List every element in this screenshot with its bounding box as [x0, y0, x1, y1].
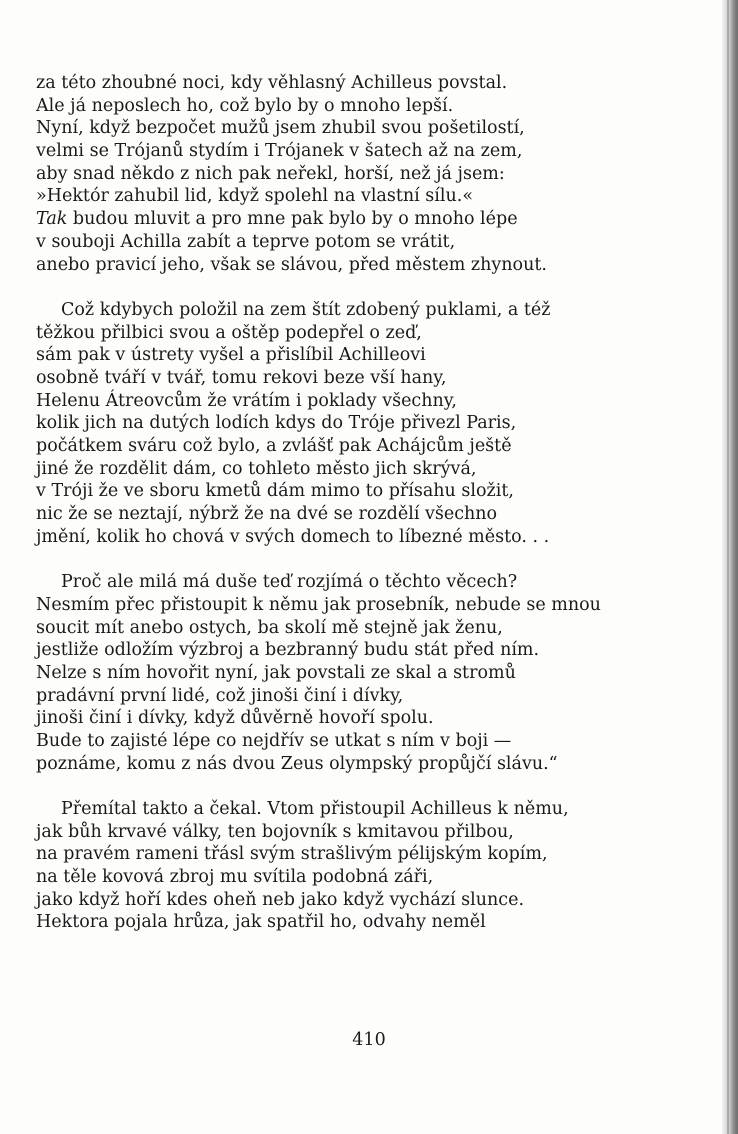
- text-line: jak bůh krvavé války, ten bojovník s kmitavou přilbou,: [36, 821, 514, 842]
- text-line: Ale já neposlech ho, což bylo by o mnoho lepší.: [36, 95, 454, 116]
- poem-text: [36, 72, 696, 957]
- text-line: počátkem sváru což bylo, a zvlášť pak Achájcům ještě: [36, 436, 512, 456]
- text-line: Hektora pojala hrůza, jak spatřil ho, odvahy neměl: [36, 912, 486, 933]
- text-line: nic že se neztají, nýbrž že na dvé se rozdělí všechno: [36, 504, 498, 525]
- text-line: za této zhoubné noci, kdy věhlasný Achilleus povstal.: [36, 73, 508, 93]
- text-line: Helenu Átreovcům že vrátím i poklady všechny,: [36, 390, 457, 411]
- stanza-4: [36, 798, 696, 934]
- stanza-1: [36, 72, 696, 276]
- text-line-rest: budou mluvit a pro mne pak bylo by o mnoho lépe: [67, 209, 518, 230]
- text-line: velmi se Trójanů stydím i Trójanek v šatech až na zem,: [36, 141, 523, 162]
- text-line: poznáme, komu z nás dvou Zeus olympský propůjčí slávu.“: [36, 753, 558, 774]
- text-line: aby snad někdo z nich pak neřekl, horší, než já jsem:: [36, 163, 505, 184]
- text-line: jiné že rozdělit dám, co tohleto město jich skrývá,: [36, 458, 477, 479]
- page-number: 410: [352, 1030, 386, 1050]
- text-line: těžkou přilbici svou a oštěp podepřel o zeď,: [36, 322, 422, 343]
- text-line: soucit mít anebo ostych, ba skolí mě stejně jak ženu,: [36, 617, 503, 638]
- text-line: sám pak v ústrety vyšel a přislíbil Achilleovi: [36, 345, 426, 366]
- italic-word: Tak: [36, 209, 68, 230]
- text-line: jestliže odložím výzbroj a bezbranný budu stát před ním.: [36, 640, 540, 661]
- stanza-2: [36, 299, 696, 549]
- text-line: jmění, kolik ho chová v svých domech to líbezné město. . .: [36, 526, 550, 547]
- book-binding-edge: [722, 0, 738, 1134]
- text-line: Proč ale milá má duše teď rozjímá o těchto věcech?: [61, 572, 518, 593]
- text-line: jinoši činí i dívky, když důvěrně hovoří spolu.: [36, 708, 434, 729]
- text-line: kolik jich na dutých lodích kdys do Tróje přivezl Paris,: [36, 413, 517, 434]
- text-line: Přemítal takto a čekal. Vtom přistoupil Achilleus k němu,: [61, 799, 569, 819]
- text-line: anebo pravicí jeho, však se slávou, před městem zhynout.: [36, 254, 547, 275]
- text-line: Nyní, když bezpočet mužů jsem zhubil svou pošetilostí,: [36, 118, 525, 139]
- text-line: Nesmím přec přistoupit k němu jak prosebník, nebude se mnou: [36, 594, 601, 615]
- text-line: pradávní první lidé, což jinoši činí i dívky,: [36, 685, 404, 706]
- text-line: v souboji Achilla zabít a teprve potom se vrátit,: [36, 231, 456, 252]
- text-line: na těle kovová zbroj mu svítila podobná záři,: [36, 867, 434, 888]
- text-line: na pravém rameni třásl svým strašlivým pélijským kopím,: [36, 844, 548, 865]
- text-line: Nelze s ním hovořit nyní, jak povstali ze skal a stromů: [36, 662, 516, 683]
- text-line: Bude to zajisté lépe co nejdřív se utkat s ním v boji —: [36, 730, 512, 751]
- text-line: v Tróji že ve sboru kmetů dám mimo to přísahu složit,: [36, 481, 514, 502]
- text-line: jako když hoří kdes oheň neb jako když vychází slunce.: [36, 889, 525, 910]
- text-line: osobně tváří v tvář, tomu rekovi beze vší hany,: [36, 367, 447, 388]
- text-line: [36, 208, 696, 231]
- text-line: »Hektór zahubil lid, když spolehl na vlastní sílu.«: [36, 186, 474, 207]
- stanza-3: [36, 571, 696, 775]
- text-line: Což kdybych položil na zem štít zdobený puklami, a též: [61, 299, 551, 320]
